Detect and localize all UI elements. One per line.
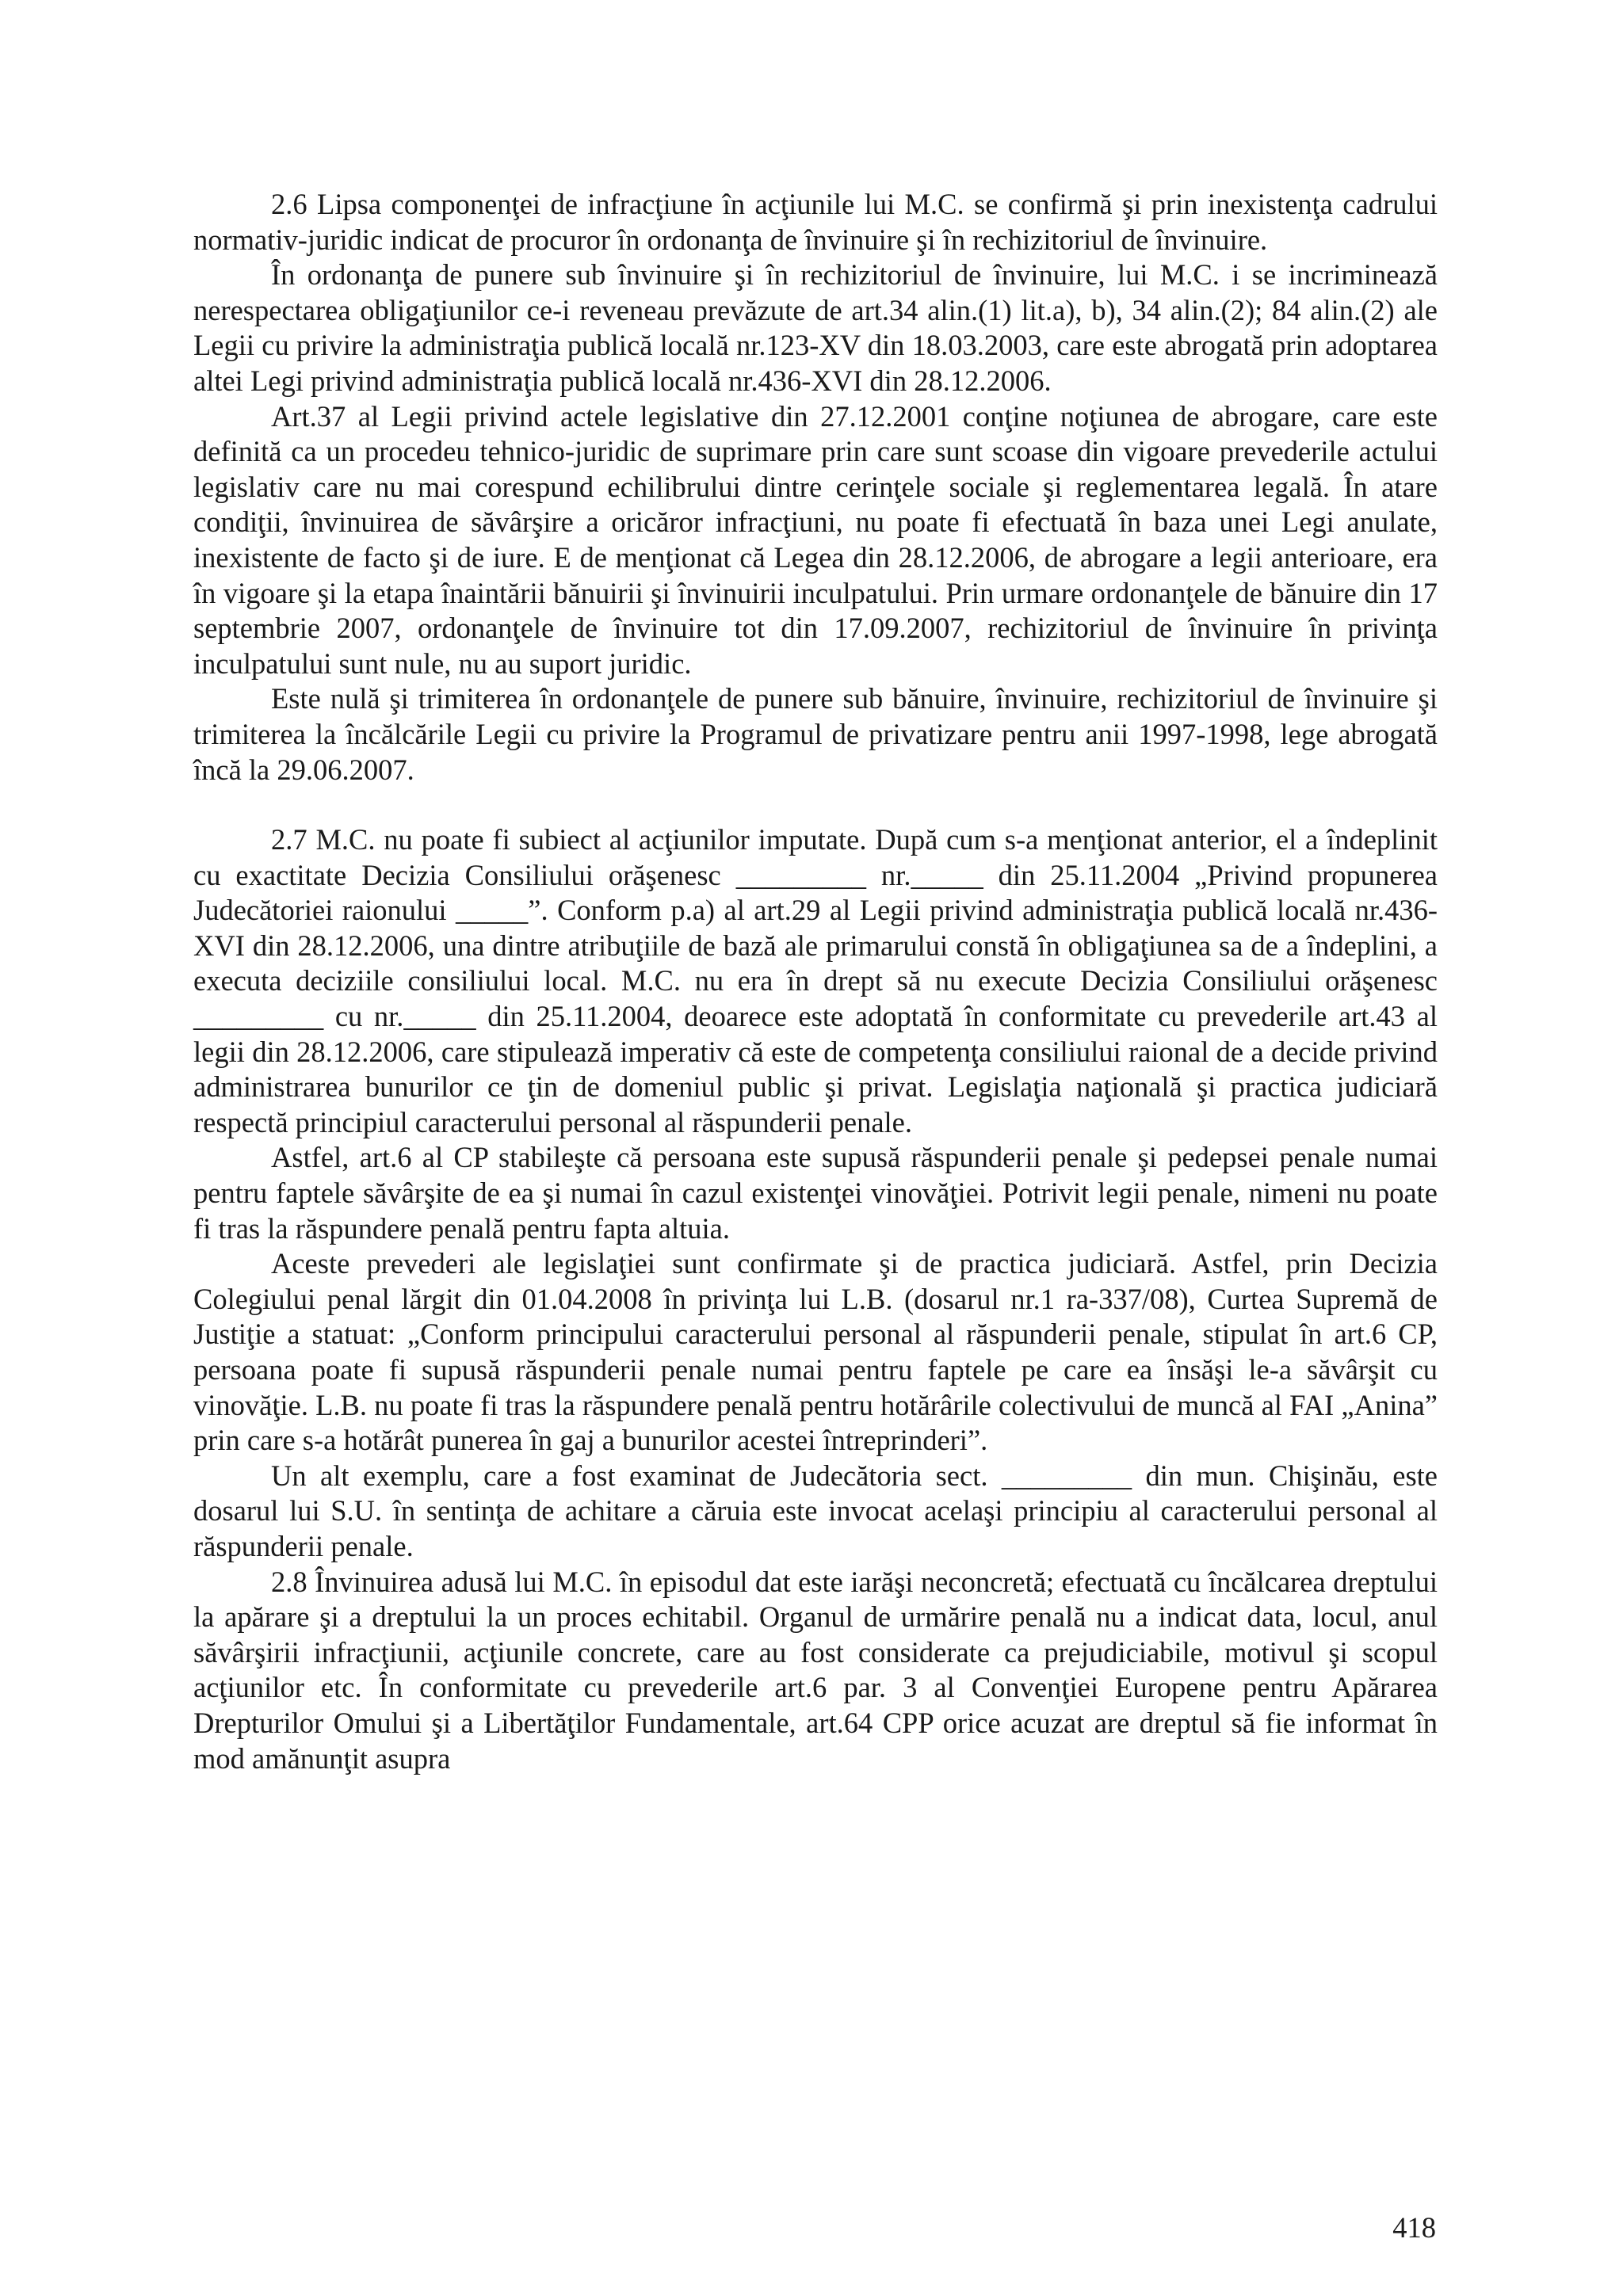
paragraph-art-37: Art.37 al Legii privind actele legislative din 27.12.2001 conţine noţiunea de abrogare, care este definită ca un procedeu tehnico-juridic de suprimare prin care sunt scoase din vigoare prevederile actului legislativ care nu mai corespund echilibrului dintre cerinţele sociale şi reglementarea legală. În atare condiţii, învinuirea de săvârşire a oricăror infracţiuni, nu poate fi efectuată în baza unei Legi anulate, inexistente de facto şi de iure. E de menţionat că Legea din 28.12.2006, de abrogare a legii anterioare, era în vigoare şi la etapa înaintării bănuirii şi învinuirii inculpatului. Prin urmare ordonanţele de bănuire din 17 septembrie 2007, ordonanţele de învinuire tot din 17.09.2007, rechizitoriul de învinuire în privinţa inculpatului sunt nule, nu au suport juridic. [193, 399, 1438, 680]
paragraph-art-6-cp: Astfel, art.6 al CP stabileşte că persoana este supusă răspunderii penale şi pedepsei penale numai pentru faptele săvârşite de ea şi numai în cazul existenţei vinovăţiei. Potrivit legii penale, nimeni nu poate fi tras la răspundere penală pentru fapta altuia. [193, 1141, 1438, 1245]
paragraph-ordonanta: În ordonanţa de punere sub învinuire şi în rechizitoriul de învinuire, lui M.C. i se incriminează nerespectarea obligaţiunilor ce-i reveneau prevăzute de art.34 alin.(1) lit.a), b), 34 alin.(2); 84 alin.(2) ale Legii cu privire la administraţia publică locală nr.123-XV din 18.03.2003, care este abrogată prin adoptarea altei Legi privind administraţia publică locală nr.436-XVI din 28.12.2006. [193, 258, 1438, 397]
paragraph-nula: Este nulă şi trimiterea în ordonanţele de punere sub bănuire, învinuire, rechizitoriul de învinuire şi trimiterea la încălcările Legii cu privire la Programul de privatizare pentru anii 1997-1998, lege abrogată încă la 29.06.2007. [193, 682, 1438, 786]
paragraph-spacer [193, 788, 1438, 822]
paragraph-practica-judiciara: Aceste prevederi ale legislaţiei sunt confirmate şi de practica judiciară. Astfel, prin Decizia Colegiului penal lărgit din 01.04.2008 în privinţa lui L.B. (dosarul nr.1 ra-337/08), Curtea Supremă de Justiţie a statuat: „Conform principului caracterului personal al răspunderii penale, stipulat în art.6 CP, persoana poate fi supusă răspunderii penale numai pentru faptele pe care ea însăşi le-a săvârşit cu vinovăţie. L.B. nu poate fi tras la răspundere penală pentru hotărârile colectivului de muncă al FAI „Anina” prin care s-a hotărât punerea în gaj a bunurilor acestei întreprinderi”. [193, 1247, 1438, 1457]
document-page [193, 187, 1438, 1776]
paragraph-exemplu: Un alt exemplu, care a fost examinat de Judecătoria sect. _________ din mun. Chişinău, este dosarul lui S.U. în sentinţa de achitare a căruia este invocat acelaşi principiu al caracterului personal al răspunderii penale. [193, 1459, 1438, 1562]
page-number: 418 [1392, 2211, 1436, 2244]
paragraph-2-7: 2.7 M.C. nu poate fi subiect al acţiunilor imputate. După cum s-a menţionat anterior, el a îndeplinit cu exactitate Decizia Consiliului orăşenesc _________ nr._____ din 25.11.2004 „Privind propunerea Judecătoriei raionului _____”. Conform p.a) al art.29 al Legii privind administraţia publică locală nr.436-XVI din 28.12.2006, una dintre atribuţiile de bază ale primarului constă în obligaţiunea sa de a îndeplini, a executa deciziile consiliului local. M.C. nu era în drept să nu execute Decizia Consiliului orăşenesc _________ cu nr._____ din 25.11.2004, deoarece este adoptată în conformitate cu prevederile art.43 al legii din 28.12.2006, care stipulează imperativ că este de competenţa consiliului raional de a decide privind administrarea bunurilor ce ţin de domeniul public şi privat. Legislaţia naţională şi practica judiciară respectă principiul caracterului personal al răspunderii penale. [193, 823, 1438, 1138]
paragraph-2-8: 2.8 Învinuirea adusă lui M.C. în episodul dat este iarăşi neconcretă; efectuată cu încălcarea dreptului la apărare şi a dreptului la un proces echitabil. Organul de urmărire penală nu a indicat data, locul, anul săvârşirii infracţiunii, acţiunile concrete, care au fost considerate ca prejudiciabile, motivul şi scopul acţiunilor etc. În conformitate cu prevederile art.6 par. 3 al Convenţiei Europene pentru Apărarea Drepturilor Omului şi a Libertăţilor Fundamentale, art.64 CPP orice acuzat are dreptul să fie informat în mod amănunţit asupra [193, 1565, 1438, 1775]
paragraph-2-6: 2.6 Lipsa componenţei de infracţiune în acţiunile lui M.C. se confirmă şi prin inexistenţa cadrului normativ-juridic indicat de procuror în ordonanţa de învinuire şi în rechizitoriul de învinuire. [193, 188, 1438, 256]
